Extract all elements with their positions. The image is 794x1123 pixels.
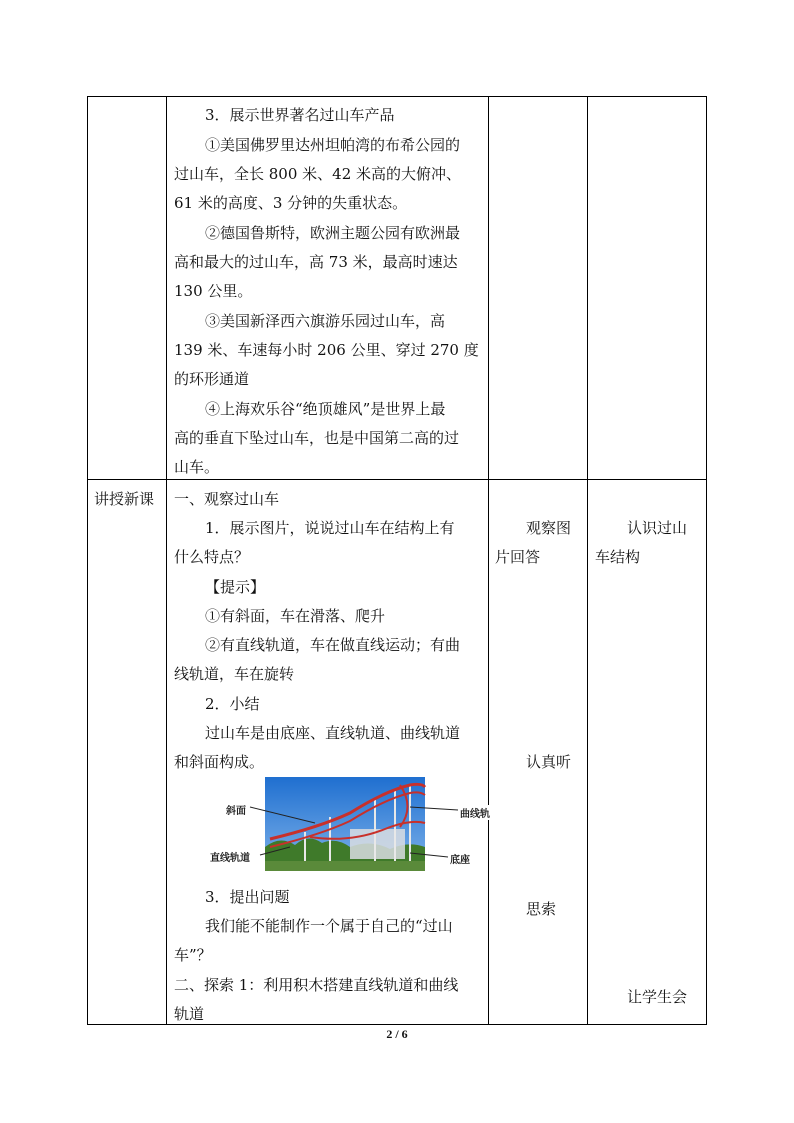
table-col-divider-2 [488, 96, 489, 1025]
item-2-line-2: 高和最大的过山车，高 73 米，最高时速达 [174, 253, 458, 271]
top-heading: 3．展示世界著名过山车产品 [205, 106, 395, 124]
main-heading: 一、观察过山车 [174, 490, 280, 508]
student-activity-1b: 片回答 [495, 548, 541, 566]
table-left-border [87, 96, 88, 1025]
item-1-line-2: 过山车，全长 800 米、42 米高的大俯冲、 [174, 165, 462, 183]
figure-label-straight: 直线轨道 [210, 849, 250, 864]
roller-coaster-figure [210, 777, 500, 872]
student-activity-3: 思索 [526, 900, 557, 918]
main-line-12: 我们能不能制作一个属于自己的“过山 [205, 917, 453, 935]
explore-heading-cont: 轨道 [174, 1005, 205, 1023]
figure-label-base: 底座 [450, 851, 470, 866]
design-intent-1a: 认识过山 [627, 519, 688, 537]
item-3-line-3: 的环形通道 [174, 370, 250, 388]
item-3-line-2: 139 米、车速每小时 206 公里、穿过 270 度 [174, 341, 479, 359]
item-4-line-1: ④上海欢乐谷“绝顶雄风”是世界上最 [205, 400, 446, 418]
page-number: 2 / 6 [386, 1027, 408, 1041]
item-4-line-2: 高的垂直下坠过山车，也是中国第二高的过 [174, 429, 460, 447]
main-line-13: 车”？ [174, 946, 212, 964]
main-line-7: 线轨道，车在旋转 [174, 665, 295, 683]
figure-label-curve: 曲线轨 [460, 805, 490, 820]
student-activity-2: 认真听 [526, 753, 572, 771]
main-line-10: 和斜面构成。 [174, 753, 265, 771]
summary-label: 2．小结 [205, 695, 260, 713]
explore-heading: 二、探索 1：利用积木搭建直线轨道和曲线 [174, 976, 459, 994]
item-4-line-3: 山车。 [174, 458, 220, 476]
main-line-9: 过山车是由底座、直线轨道、曲线轨道 [205, 724, 461, 742]
design-intent-2: 让学生会 [627, 988, 688, 1006]
main-line-2: 1．展示图片，说说过山车在结构上有 [205, 519, 455, 537]
table-right-border [706, 96, 707, 1025]
table-col-divider-1 [166, 96, 167, 1025]
student-activity-1a: 观察图 [526, 519, 572, 537]
item-2-line-1: ②德国鲁斯特，欧洲主题公园有欧洲最 [205, 224, 461, 242]
design-intent-1b: 车结构 [595, 548, 641, 566]
main-line-5: ①有斜面，车在滑落、爬升 [205, 607, 386, 625]
item-3-line-1: ③美国新泽西六旗游乐园过山车，高 [205, 312, 446, 330]
table-top-border [87, 96, 707, 97]
question-label: 3．提出问题 [205, 888, 290, 906]
table-col-divider-3 [587, 96, 588, 1025]
main-line-6: ②有直线轨道，车在做直线运动；有曲 [205, 636, 461, 654]
section-label: 讲授新课 [94, 490, 155, 508]
figure-label-slope: 斜面 [226, 802, 246, 817]
item-1-line-1: ①美国佛罗里达州坦帕湾的布希公园的 [205, 136, 461, 154]
hint-label: 【提示】 [205, 578, 266, 596]
main-line-3: 什么特点？ [174, 548, 250, 566]
item-1-line-3: 61 米的高度、3 分钟的失重状态。 [174, 194, 408, 212]
item-2-line-3: 130 公里。 [174, 282, 253, 300]
